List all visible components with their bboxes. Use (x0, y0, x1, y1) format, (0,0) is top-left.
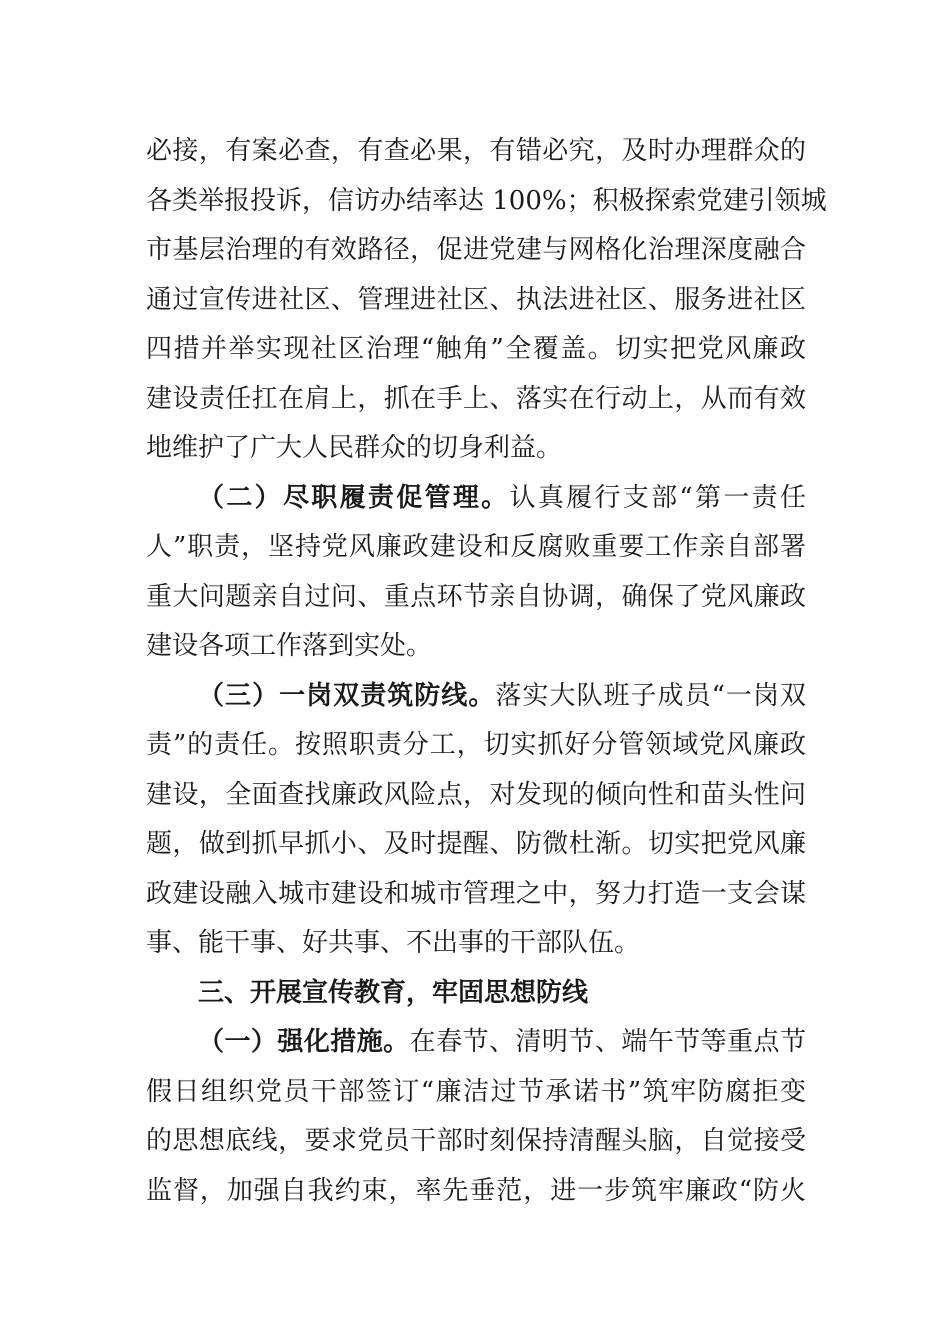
document-page (146, 127, 827, 1216)
subsection-title: （二）尽职履责促管理。 (198, 482, 510, 513)
paragraph-text: 在春节、清明节、端午节等重点节 (409, 1027, 806, 1057)
paragraph-line: 事、能干事、好共事、不出事的干部队伍。 (146, 928, 641, 958)
paragraph-line: 市基层治理的有效路径，促进党建与网格化治理深度融合 (146, 235, 806, 265)
paragraph-line: 各类举报投诉，信访办结率达 100%；积极探索党建引领城 (146, 185, 827, 216)
paragraph-line: 地维护了广大人民群众的切身利益。 (146, 433, 563, 463)
paragraph-first-line (146, 1018, 806, 1068)
paragraph-line: 题，做到抓早抓小、及时提醒、防微杜渐。切实把党风廉 (146, 829, 806, 859)
paragraph-first-line (146, 474, 806, 524)
paragraph-line: 四措并举实现社区治理“触角”全覆盖。切实把党风廉政 (146, 334, 806, 364)
section-heading: 三、开展宣传教育，牢固思想防线 (198, 977, 589, 1008)
paragraph-line: 政建设融入城市建设和城市管理之中，努力打造一支会谋 (146, 878, 806, 909)
paragraph-first-line (146, 672, 806, 722)
subsection-title: （三）一岗双责筑防线。 (198, 680, 496, 711)
paragraph-line: 重大问题亲自过问、重点环节亲自协调，确保了党风廉政 (146, 581, 806, 612)
paragraph-line: 责”的责任。按照职责分工，切实抓好分管领域党风廉政 (146, 730, 806, 760)
paragraph-text: 落实大队班子成员“一岗双 (495, 680, 806, 711)
paragraph-line: 建设，全面查找廉政风险点，对发现的倾向性和苗头性问 (146, 779, 806, 810)
paragraph-line: 的思想底线，要求党员干部时刻保持清醒头脑，自觉接受 (146, 1126, 806, 1156)
paragraph-line: 建设各项工作落到实处。 (146, 631, 433, 661)
paragraph-line: 人”职责，坚持党风廉政建设和反腐败重要工作亲自部署 (146, 532, 806, 562)
paragraph-line: 通过宣传进社区、管理进社区、执法进社区、服务进社区 (146, 284, 806, 315)
paragraph-line: 必接，有案必查，有查必果，有错必究，及时办理群众的 (146, 136, 806, 166)
paragraph-text: 认真履行支部“第一责任 (509, 482, 806, 513)
subsection-title: （一）强化措施。 (198, 1027, 410, 1057)
paragraph-line: 监督，加强自我约束，率先垂范，进一步筑牢廉政“防火 (146, 1175, 806, 1206)
paragraph-line: 建设责任扛在肩上，抓在手上、落实在行动上，从而有效 (146, 383, 806, 414)
paragraph-line: 假日组织党员干部签订“廉洁过节承诺书”筑牢防腐拒变 (146, 1076, 806, 1107)
